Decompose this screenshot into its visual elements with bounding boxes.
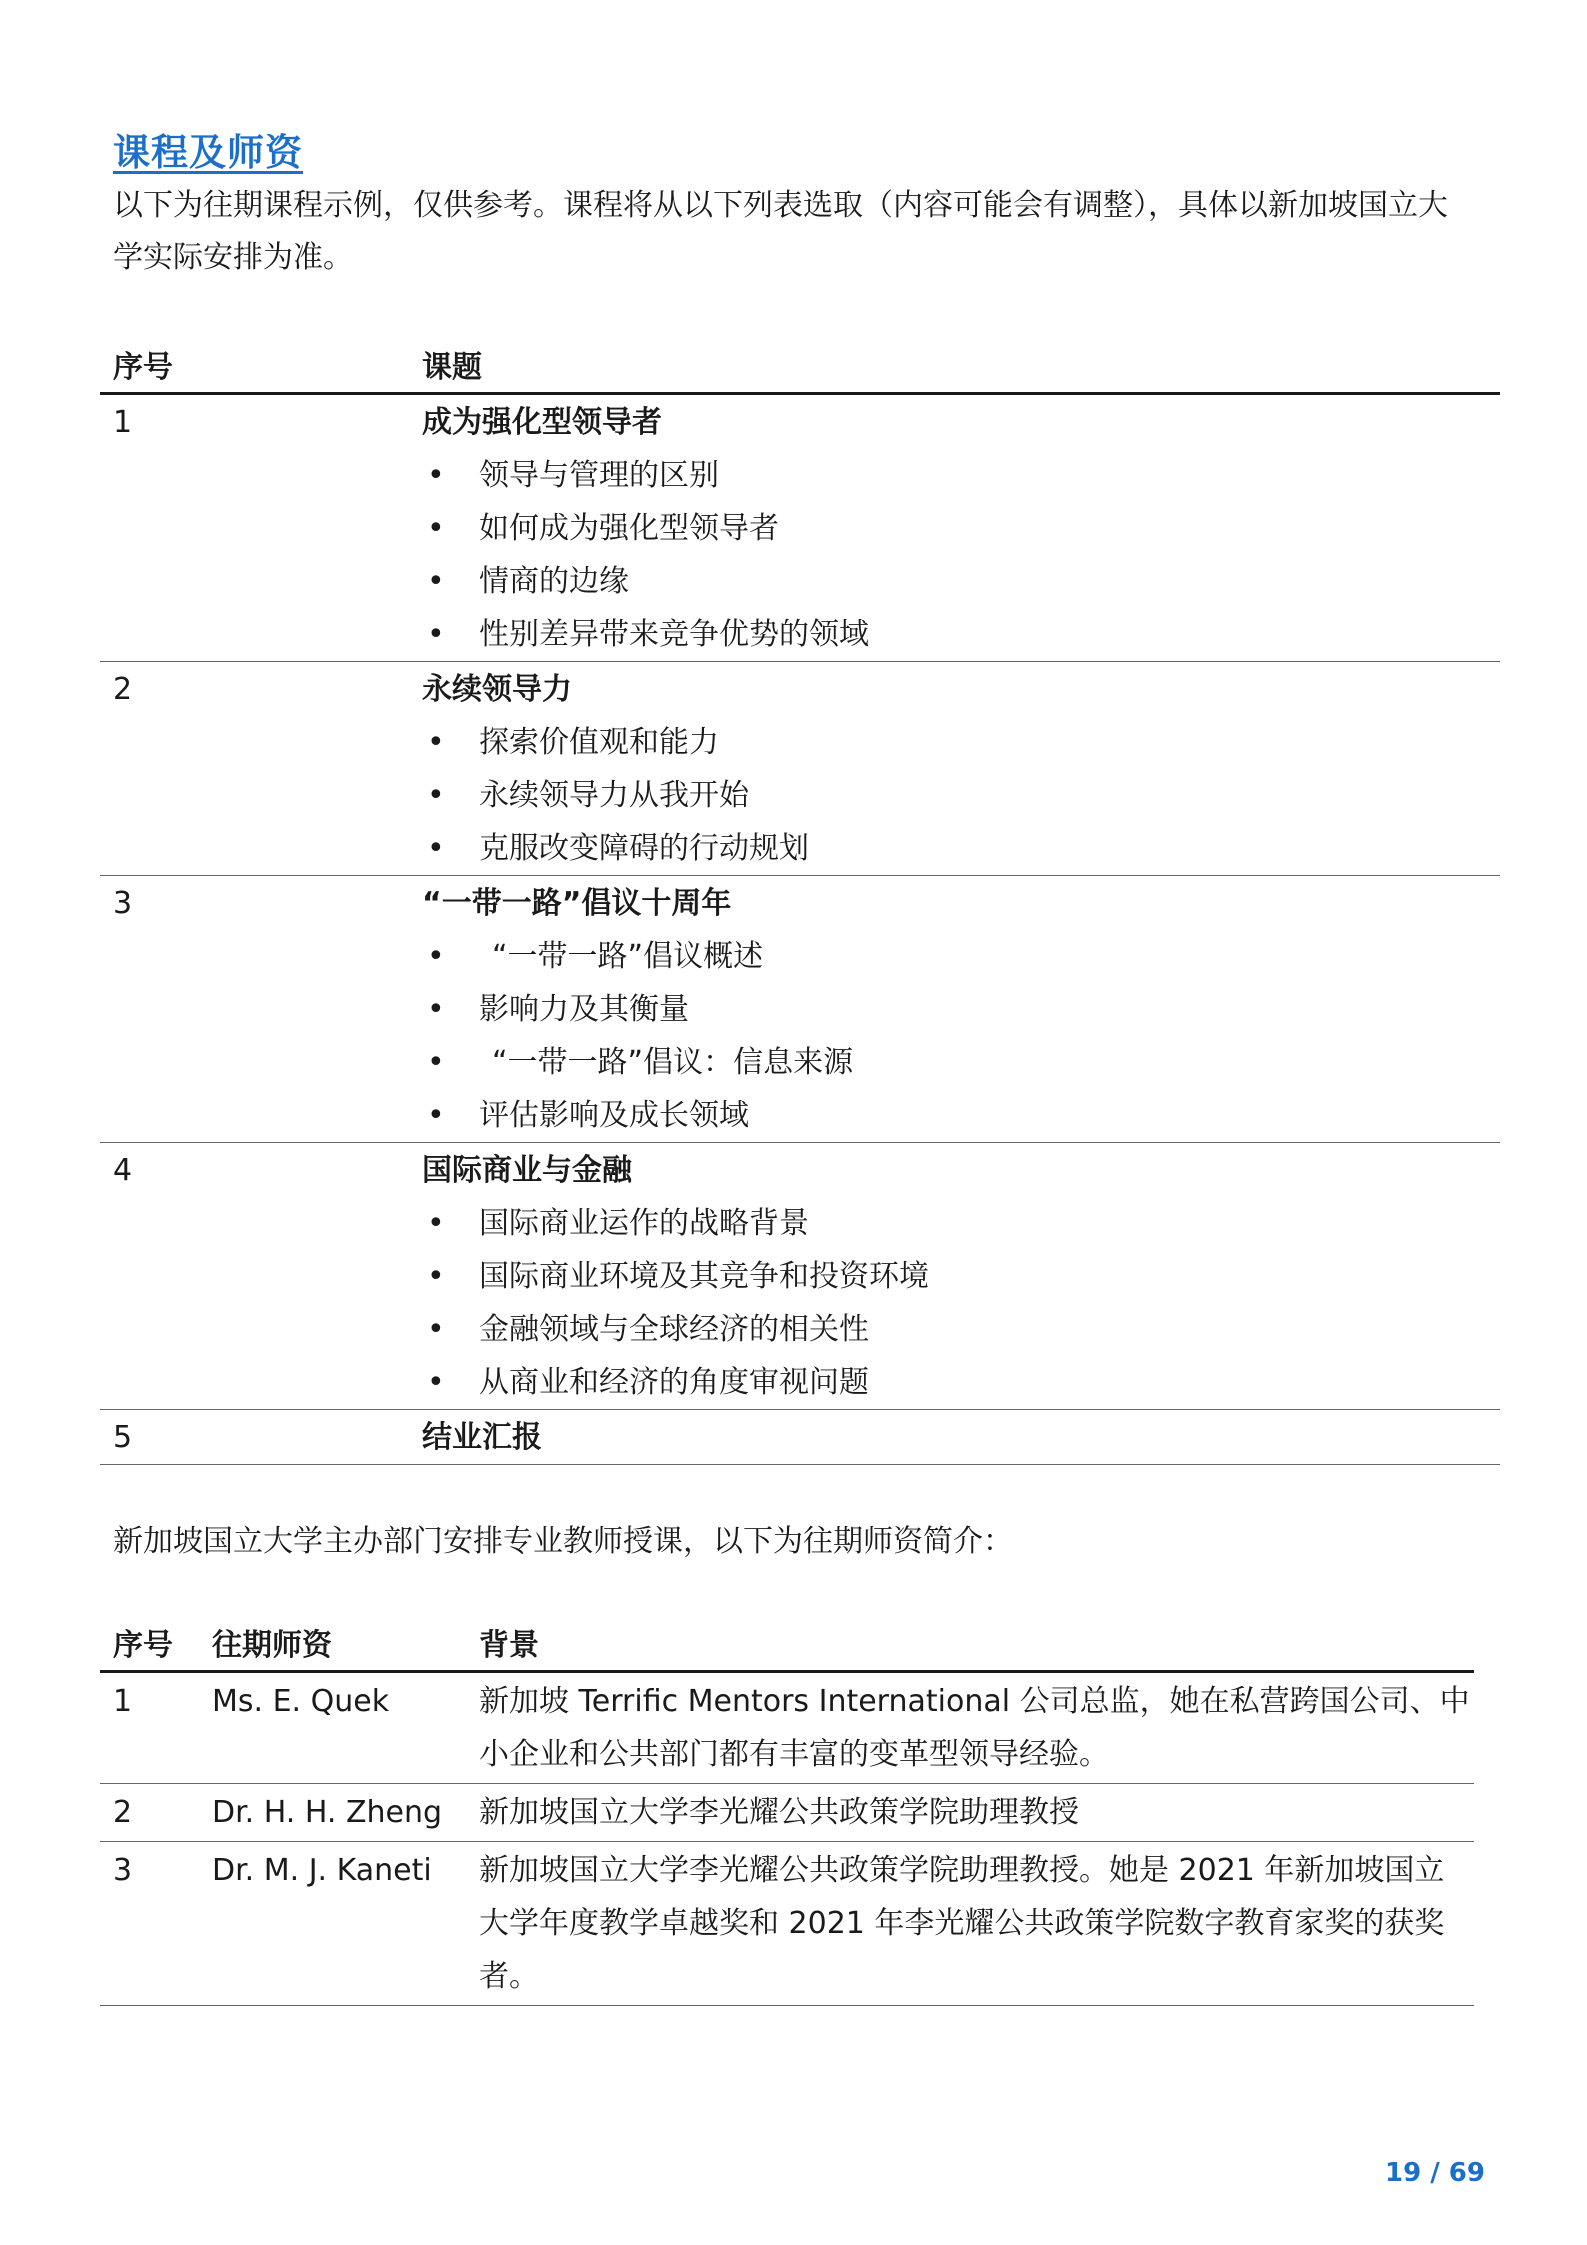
course-item: • “一带一路”倡议：信息来源 (422, 1036, 1500, 1089)
faculty-row (100, 1784, 1474, 1842)
faculty-number: 2 (113, 1795, 133, 1830)
course-item: • 金融领域与全球经济的相关性 (422, 1303, 1500, 1356)
section-title: 课程及师资 (113, 131, 303, 174)
course-item: • “一带一路”倡议概述 (422, 930, 1500, 983)
faculty-background: 新加坡国立大学李光耀公共政策学院助理教授。她是 2021 年新加坡国立大学年度教学卓越奖和 2021 年李光耀公共政策学院数字教育家奖的获奖者。 (479, 1853, 1445, 1994)
course-cell (422, 394, 1500, 662)
intro-paragraph: 以下为往期课程示例，仅供参考。课程将从以下列表选取（内容可能会有调整），具体以新加坡国立大学实际安排为准。 (113, 188, 1448, 275)
courses-table (100, 338, 1500, 1465)
course-number: 2 (113, 672, 133, 707)
course-item: • 影响力及其衡量 (422, 983, 1500, 1036)
faculty-table (100, 1616, 1474, 2006)
faculty-row (100, 1842, 1474, 2006)
faculty-table-header (100, 1616, 1474, 1672)
course-cell (422, 876, 1500, 1143)
course-topic: 永续领导力 (422, 672, 572, 707)
faculty-number: 3 (113, 1853, 133, 1888)
course-item: • 克服改变障碍的行动规划 (422, 822, 1500, 875)
header-num: 序号 (113, 1628, 173, 1663)
course-cell (422, 662, 1500, 876)
course-row (100, 1143, 1500, 1410)
faculty-row (100, 1672, 1474, 1784)
course-item: • 评估影响及成长领域 (422, 1089, 1500, 1142)
course-items (422, 449, 1500, 661)
course-topic: 国际商业与金融 (422, 1153, 632, 1188)
faculty-background: 新加坡 Terrific Mentors International 公司总监，她在私营跨国公司、中小企业和公共部门都有丰富的变革型领导经验。 (479, 1684, 1470, 1772)
faculty-number: 1 (113, 1684, 133, 1719)
faculty-name: Dr. M. J. Kaneti (212, 1853, 432, 1888)
course-row (100, 394, 1500, 662)
course-topic: 结业汇报 (422, 1420, 542, 1455)
faculty-background: 新加坡国立大学李光耀公共政策学院助理教授 (479, 1795, 1079, 1830)
faculty-intro: 新加坡国立大学主办部门安排专业教师授课，以下为往期师资简介： (113, 1524, 1013, 1559)
course-cell (422, 1143, 1500, 1410)
header-topic: 课题 (422, 350, 482, 385)
course-item: • 永续领导力从我开始 (422, 769, 1500, 822)
header-background: 背景 (479, 1628, 539, 1663)
header-num: 序号 (113, 350, 173, 385)
faculty-name: Dr. H. H. Zheng (212, 1795, 443, 1830)
course-item: • 情商的边缘 (422, 555, 1500, 608)
course-items (422, 930, 1500, 1142)
course-item: • 国际商业运作的战略背景 (422, 1197, 1500, 1250)
course-number: 1 (113, 405, 133, 440)
course-items (422, 716, 1500, 875)
course-number: 5 (113, 1420, 133, 1455)
course-item: • 领导与管理的区别 (422, 449, 1500, 502)
course-item: • 探索价值观和能力 (422, 716, 1500, 769)
header-faculty: 往期师资 (212, 1628, 332, 1663)
course-item: • 国际商业环境及其竞争和投资环境 (422, 1250, 1500, 1303)
course-cell (422, 1410, 1500, 1465)
faculty-name: Ms. E. Quek (212, 1684, 390, 1719)
course-item: • 如何成为强化型领导者 (422, 502, 1500, 555)
page-number: 19 / 69 (1385, 2158, 1485, 2188)
course-topic: “一带一路”倡议十周年 (422, 886, 732, 921)
course-topic: 成为强化型领导者 (422, 405, 662, 440)
course-number: 3 (113, 886, 133, 921)
course-number: 4 (113, 1153, 133, 1188)
course-item: • 性别差异带来竞争优势的领域 (422, 608, 1500, 661)
course-items (422, 1197, 1500, 1409)
course-row (100, 662, 1500, 876)
courses-table-header (100, 338, 1500, 394)
course-row (100, 1410, 1500, 1465)
course-row (100, 876, 1500, 1143)
course-item: • 从商业和经济的角度审视问题 (422, 1356, 1500, 1409)
